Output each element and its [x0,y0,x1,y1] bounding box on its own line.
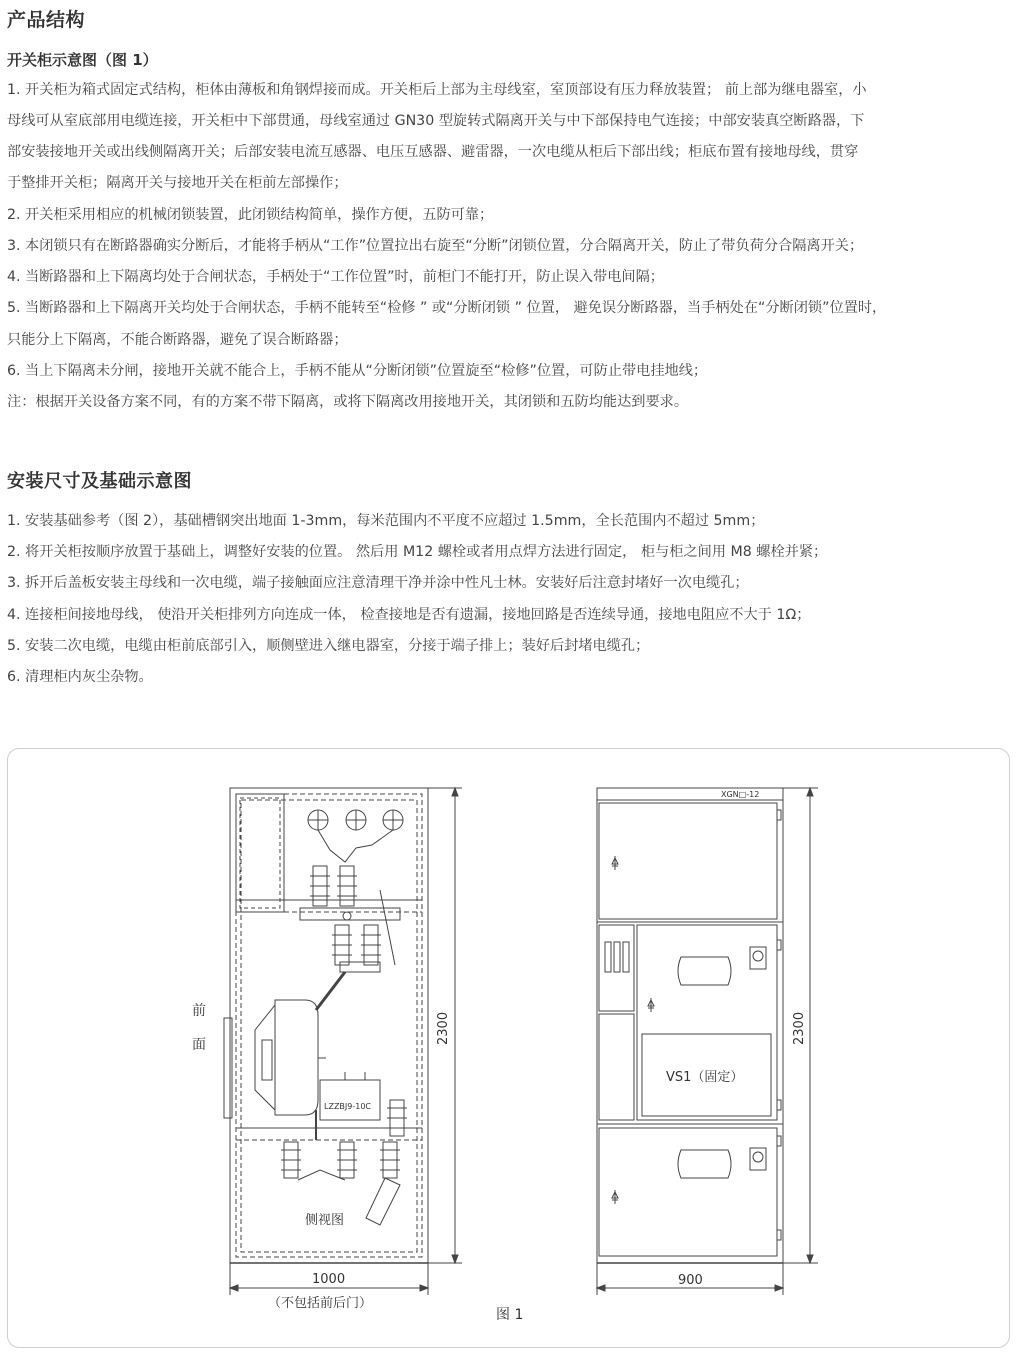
paragraph-line: 3. 拆开后盖板安装主母线和一次电缆，端子接触面应注意清理干净并涂中性凡士林。安装好后注意封堵好一次电缆孔； [7,575,749,591]
paragraph-line: 于整排开关柜；隔离开关与接地开关在柜前左部操作； [7,175,348,191]
side-width-note: （不包括前后门） [268,1296,373,1311]
front-label-1: 前 [192,1003,206,1019]
paragraph-line: 3. 本闭锁只有在断路器确实分断后，才能将手柄从“工作”位置拉出右旋至“分断”闭锁位置，分合隔离开关，防止了带负荷分合隔离开关； [7,238,864,254]
figure1-subtitle: 开关柜示意图（图 1） [7,51,158,69]
section-title-installation: 安装尺寸及基础示意图 [7,471,192,492]
paragraph-line: 1. 开关柜为箱式固定式结构，柜体由薄板和角钢焊接而成。开关柜后上部为主母线室，室顶部设有压力释放装置； 前上部为继电器室，小 [7,82,867,98]
model-label: XGN□-12 [721,790,760,799]
section-title-product-structure: 产品结构 [7,9,86,31]
breaker-label: VS1（固定） [666,1070,744,1085]
paragraph-line: 6. 清理柜内灰尘杂物。 [7,669,153,685]
paragraph-line: 1. 安装基础参考（图 2），基础槽钢突出地面 1-3mm，每米范围内不平度不应超过 1.5mm，全长范围内不超过 5mm； [7,513,765,529]
front-view-dimensions [597,788,818,1295]
figure-caption: 图 1 [496,1307,524,1323]
front-label-2: 面 [192,1037,206,1053]
paragraph-line: 注：根据开关设备方案不同，有的方案不带下隔离，或将下隔离改用接地开关，其闭锁和五防均能达到要求。 [7,394,689,410]
paragraph-line: 母线可从室底部用电缆连接，开关柜中下部贯通，母线室通过 GN30 型旋转式隔离开关与中下部保持电气连接；中部安装真空断路器，下 [7,113,865,129]
side-view-label: 侧视图 [305,1213,345,1228]
paragraph-line: 2. 将开关柜按顺序放置于基础上，调整好安装的位置。 然后用 M12 螺栓或者用点焊方法进行固定， 柜与柜之间用 M8 螺栓并紧； [7,544,828,560]
paragraph-line: 5. 当断路器和上下隔离开关均处于合闸状态，手柄不能转至“检修 ” 或“分断闭锁 ” 位置， 避免误分断路器，当手柄处在“分断闭锁”位置时， [7,300,887,316]
paragraph-line: 部安装接地开关或出线侧隔离开关；后部安装电流互感器、电压互感器、避雷器，一次电缆从柜后下部出线；柜底布置有接地母线，贯穿 [7,144,859,160]
ct-label: LZZBJ9-10C [324,1102,372,1111]
paragraph-line: 4. 连接柜间接地母线， 使沿开关柜排列方向连成一体， 检查接地是否有遗漏，接地回路是否连续导通，接地电阻应不大于 1Ω； [7,607,811,623]
front-width-dim: 900 [678,1273,703,1288]
paragraph-line: 4. 当断路器和上下隔离均处于合闸状态，手柄处于“工作位置”时，前柜门不能打开，防止误入带电间隔； [7,269,664,285]
paragraph-line: 2. 开关柜采用相应的机械闭锁装置，此闭锁结构简单，操作方便，五防可靠； [7,207,494,223]
front-height-dim: 2300 [792,1011,807,1045]
front-view-cabinet [597,788,783,1263]
paragraph-line: 5. 安装二次电缆，电缆由柜前底部引入，顺侧壁进入继电器室，分接于端子排上；装好后封堵电缆孔； [7,638,650,654]
side-view-cabinet [224,788,428,1263]
side-height-dim: 2300 [436,1011,451,1045]
paragraph-line: 只能分上下隔离，不能合断路器，避免了误合断路器； [7,332,348,348]
side-width-dim: 1000 [312,1272,346,1287]
side-view-dimensions [230,788,462,1295]
paragraph-line: 6. 当上下隔离未分闸，接地开关就不能合上，手柄不能从“分断闭锁”位置旋至“检修”位置，可防止带电挂地线； [7,363,708,379]
